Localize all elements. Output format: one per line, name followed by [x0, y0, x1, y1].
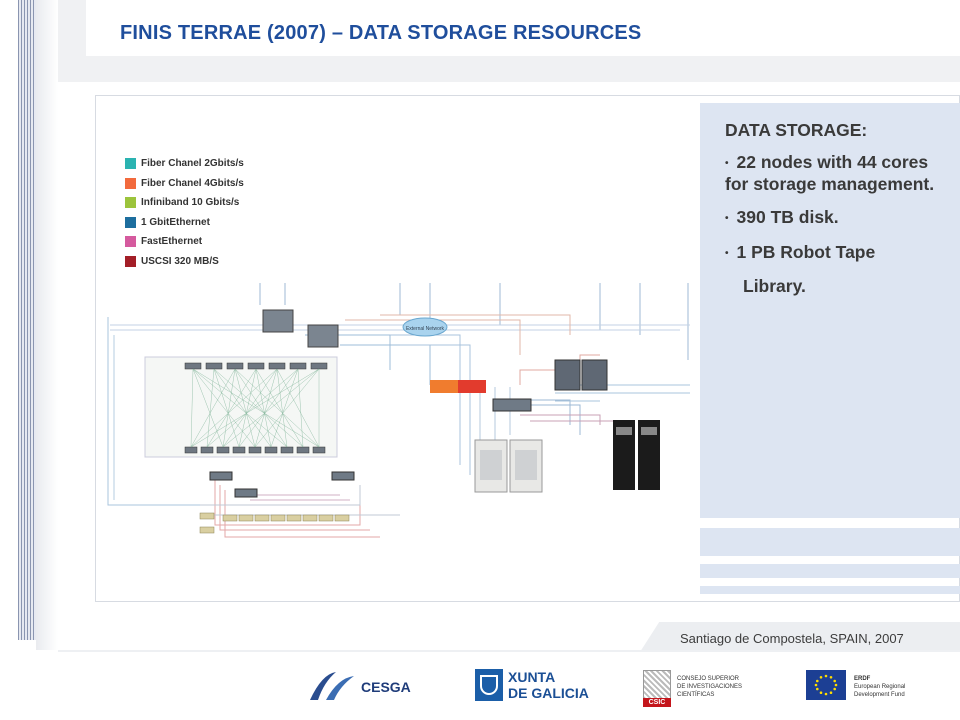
- legend-swatch: [125, 197, 136, 208]
- xunta-label: DE GALICIA: [508, 685, 589, 701]
- legend-label: Fiber Chanel 2Gbits/s: [141, 158, 244, 170]
- legend: [125, 154, 244, 271]
- decorative-shade: [36, 0, 58, 650]
- legend-label: 1 GbitEthernet: [141, 216, 210, 228]
- bullet-text: 390 TB disk.: [736, 207, 839, 227]
- legend-swatch: [125, 236, 136, 247]
- legend-swatch: [125, 217, 136, 228]
- bullet-icon: •: [725, 248, 729, 259]
- legend-item: [125, 252, 244, 272]
- erdf-logo: [806, 670, 936, 704]
- legend-item: [125, 154, 244, 174]
- csic-label: CONSEJO SUPERIOR: [677, 676, 740, 682]
- legend-swatch: [125, 178, 136, 189]
- bullet-text: 1 PB Robot Tape: [736, 242, 876, 262]
- panel-band: [700, 564, 960, 578]
- xunta-shield-icon: [475, 669, 503, 701]
- cesga-mark-icon: [306, 668, 356, 704]
- legend-item: [125, 232, 244, 252]
- legend-swatch: [125, 158, 136, 169]
- legend-item: [125, 174, 244, 194]
- xunta-label: XUNTA: [508, 669, 556, 685]
- csic-badge: CSIC: [643, 698, 671, 707]
- erdf-label: European Regional: [854, 684, 906, 690]
- bullet-item: [725, 207, 950, 229]
- legend-label: FastEthernet: [141, 236, 203, 248]
- storage-text: [725, 120, 950, 296]
- cesga-label: CESGA: [361, 679, 411, 695]
- panel-heading: DATA STORAGE:: [725, 120, 868, 140]
- bullet-continuation: Library.: [743, 276, 806, 296]
- legend-label: Fiber Chanel 4Gbits/s: [141, 177, 244, 189]
- decorative-ribbon: [18, 0, 36, 640]
- legend-item: [125, 193, 244, 213]
- network-diagram: [100, 275, 695, 550]
- csic-logo: [643, 670, 773, 710]
- footer-divider: [58, 650, 960, 652]
- bullet-icon: •: [725, 158, 729, 169]
- erdf-label: ERDF: [854, 676, 871, 682]
- panel-band: [700, 586, 960, 594]
- csic-label: DE INVESTIGACIONES: [677, 684, 743, 690]
- cloud-label: External Network: [405, 326, 445, 332]
- panel-band: [700, 528, 960, 556]
- footer-text: Santiago de Compostela, SPAIN, 2007: [680, 631, 904, 646]
- csic-label: CIENTÍFICAS: [677, 692, 715, 698]
- cesga-logo: [306, 668, 416, 704]
- csic-emblem-icon: [643, 670, 671, 700]
- bullet-item: [725, 152, 950, 194]
- legend-item: [125, 213, 244, 233]
- eu-flag-icon: [806, 670, 846, 700]
- bullet-text: 22 nodes with 44 cores for storage management.: [725, 152, 935, 194]
- legend-label: Infiniband 10 Gbits/s: [141, 197, 240, 209]
- slide-title: FINIS TERRAE (2007) – DATA STORAGE RESOURCES: [120, 22, 642, 44]
- bullet-icon: •: [725, 213, 729, 224]
- legend-label: USCSI 320 MB/S: [141, 255, 219, 267]
- erdf-label: Development Fund: [854, 692, 905, 698]
- bullet-item: [725, 242, 950, 264]
- legend-swatch: [125, 256, 136, 267]
- xunta-logo: [475, 667, 590, 705]
